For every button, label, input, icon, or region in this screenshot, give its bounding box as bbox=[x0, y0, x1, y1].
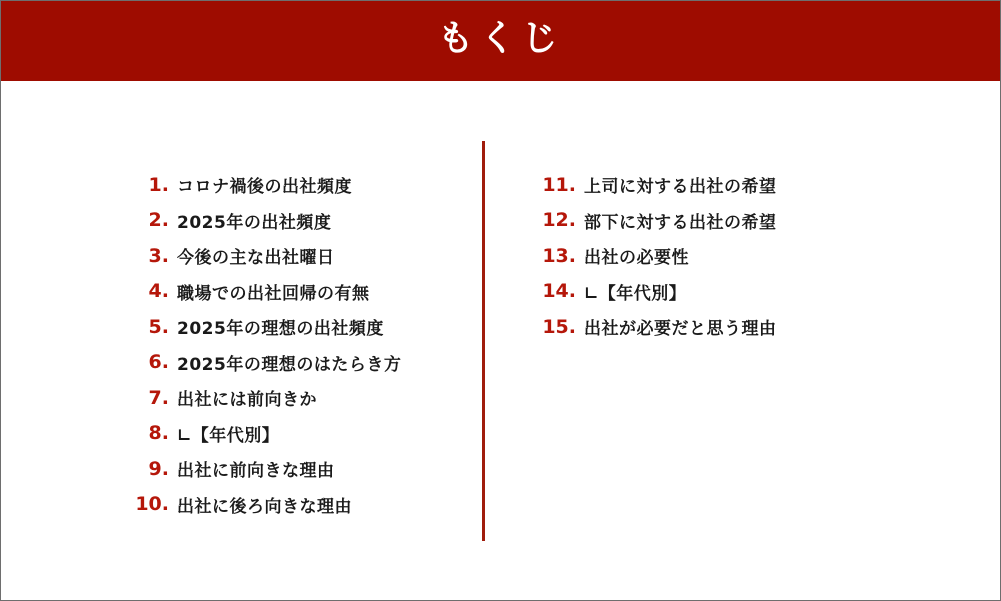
toc-item-1[interactable] bbox=[121, 167, 401, 203]
toc-number: 3. bbox=[148, 244, 169, 267]
header-bar bbox=[1, 1, 1000, 81]
toc-item-7[interactable] bbox=[121, 380, 401, 416]
toc-item-3[interactable] bbox=[121, 238, 401, 274]
toc-number: 7. bbox=[148, 386, 169, 409]
toc-number: 10. bbox=[135, 493, 169, 516]
toc-item-6[interactable] bbox=[121, 345, 401, 381]
toc-item-11[interactable] bbox=[526, 167, 777, 203]
page-title: もくじ bbox=[437, 18, 564, 59]
toc-number: 1. bbox=[148, 173, 169, 196]
toc-number: 5. bbox=[148, 315, 169, 338]
toc-label: 上司に対する出社の希望 bbox=[584, 177, 777, 198]
toc-item-13[interactable] bbox=[526, 238, 777, 274]
column-divider bbox=[482, 141, 485, 541]
toc-number: 2. bbox=[148, 209, 169, 232]
toc-label: 職場での出社回帰の有無 bbox=[177, 283, 370, 304]
toc-item-5[interactable] bbox=[121, 309, 401, 345]
toc-number: 11. bbox=[542, 173, 576, 196]
toc-right-column bbox=[526, 167, 777, 345]
toc-label: コロナ禍後の出社頻度 bbox=[177, 177, 352, 198]
toc-item-8[interactable] bbox=[121, 416, 401, 452]
toc-label: 2025年の理想の出社頻度 bbox=[177, 319, 384, 340]
toc-label: 出社に後ろ向きな理由 bbox=[177, 496, 352, 517]
toc-number: 15. bbox=[542, 315, 576, 338]
toc-number: 8. bbox=[148, 422, 169, 445]
toc-item-2[interactable] bbox=[121, 203, 401, 239]
toc-number: 13. bbox=[542, 244, 576, 267]
toc-number: 4. bbox=[148, 280, 169, 303]
toc-label: 部下に対する出社の希望 bbox=[584, 212, 777, 233]
toc-label: 2025年の出社頻度 bbox=[177, 212, 332, 233]
toc-label: 2025年の理想のはたらき方 bbox=[177, 354, 402, 375]
toc-label: 出社が必要だと思う理由 bbox=[584, 319, 777, 340]
toc-label: 出社の必要性 bbox=[584, 248, 689, 269]
toc-item-12[interactable] bbox=[526, 203, 777, 239]
toc-number: 12. bbox=[542, 209, 576, 232]
toc-label: ∟【年代別】 bbox=[584, 283, 687, 304]
toc-item-9[interactable] bbox=[121, 451, 401, 487]
toc-left-column bbox=[121, 167, 401, 522]
toc-label: ∟【年代別】 bbox=[177, 425, 280, 446]
toc-label: 出社には前向きか bbox=[177, 390, 317, 411]
toc-item-15[interactable] bbox=[526, 309, 777, 345]
toc-number: 6. bbox=[148, 351, 169, 374]
toc-label: 今後の主な出社曜日 bbox=[177, 248, 335, 269]
toc-label: 出社に前向きな理由 bbox=[177, 461, 335, 482]
toc-item-10[interactable] bbox=[121, 487, 401, 523]
toc-item-14[interactable] bbox=[526, 274, 777, 310]
toc-number: 14. bbox=[542, 280, 576, 303]
toc-number: 9. bbox=[148, 457, 169, 480]
toc-item-4[interactable] bbox=[121, 274, 401, 310]
